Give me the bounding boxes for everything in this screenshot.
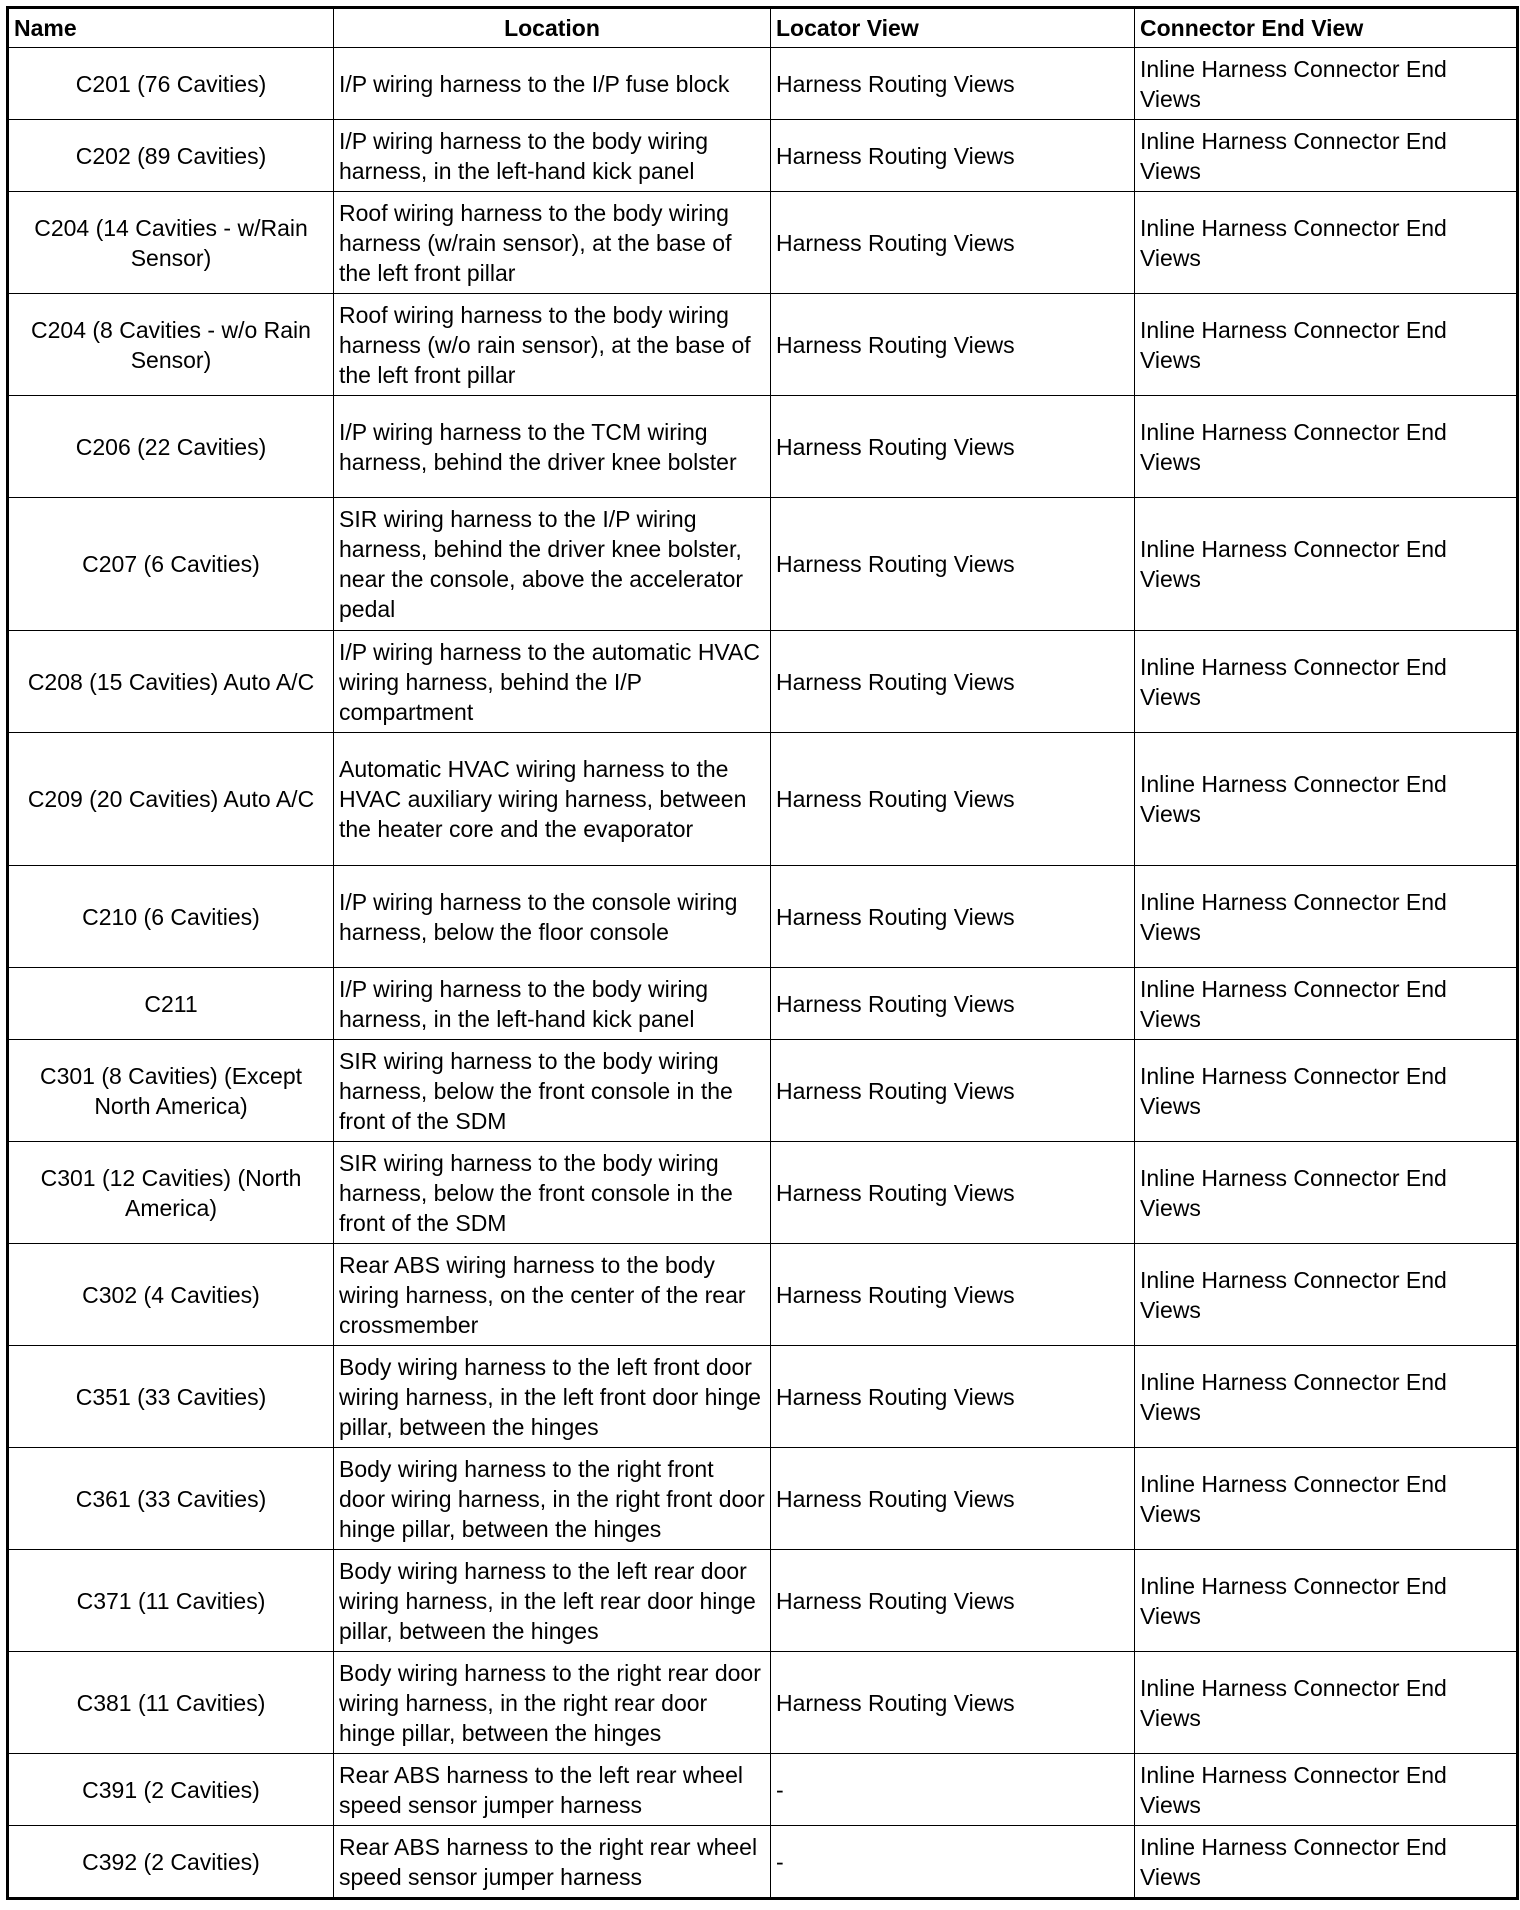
- connector-location: SIR wiring harness to the body wiring harness, below the front console in the front of the SDM: [334, 1142, 771, 1244]
- connector-name: C204 (8 Cavities - w/o Rain Sensor): [8, 294, 334, 396]
- connector-location: I/P wiring harness to the console wiring harness, below the floor console: [334, 866, 771, 968]
- connector-location: I/P wiring harness to the I/P fuse block: [334, 48, 771, 120]
- connector-end-view-link[interactable]: Inline Harness Connector End Views: [1135, 1346, 1518, 1448]
- connector-name: C301 (12 Cavities) (North America): [8, 1142, 334, 1244]
- header-location: Location: [334, 8, 771, 48]
- connector-location: Automatic HVAC wiring harness to the HVAC auxiliary wiring harness, between the heater core and the evaporator: [334, 733, 771, 866]
- connector-name: C207 (6 Cavities): [8, 498, 334, 631]
- connector-location: I/P wiring harness to the body wiring harness, in the left-hand kick panel: [334, 968, 771, 1040]
- header-row: [8, 8, 1518, 48]
- connector-name: C211: [8, 968, 334, 1040]
- header-connector-end-view: Connector End View: [1135, 8, 1518, 48]
- locator-view-link[interactable]: Harness Routing Views: [771, 1550, 1135, 1652]
- connector-table: [6, 6, 1519, 1900]
- connector-location: Roof wiring harness to the body wiring harness (w/o rain sensor), at the base of the left front pillar: [334, 294, 771, 396]
- header-name: Name: [8, 8, 334, 48]
- table-row: [8, 1652, 1518, 1754]
- connector-name: C302 (4 Cavities): [8, 1244, 334, 1346]
- connector-end-view-link[interactable]: Inline Harness Connector End Views: [1135, 1448, 1518, 1550]
- locator-view-link[interactable]: Harness Routing Views: [771, 1040, 1135, 1142]
- connector-end-view-link[interactable]: Inline Harness Connector End Views: [1135, 192, 1518, 294]
- locator-view-link[interactable]: Harness Routing Views: [771, 396, 1135, 498]
- connector-location: Body wiring harness to the right rear door wiring harness, in the right rear door hinge pillar, between the hinges: [334, 1652, 771, 1754]
- table-row: [8, 498, 1518, 631]
- table-row: [8, 968, 1518, 1040]
- connector-name: C301 (8 Cavities) (Except North America): [8, 1040, 334, 1142]
- connector-name: C210 (6 Cavities): [8, 866, 334, 968]
- connector-end-view-link[interactable]: Inline Harness Connector End Views: [1135, 866, 1518, 968]
- table-row: [8, 192, 1518, 294]
- table-row: [8, 1346, 1518, 1448]
- table-row: [8, 866, 1518, 968]
- connector-name: C392 (2 Cavities): [8, 1826, 334, 1899]
- table-row: [8, 396, 1518, 498]
- connector-end-view-link[interactable]: Inline Harness Connector End Views: [1135, 1244, 1518, 1346]
- locator-view-link[interactable]: Harness Routing Views: [771, 1244, 1135, 1346]
- connector-location: Body wiring harness to the right front door wiring harness, in the right front door hinge pillar, between the hinges: [334, 1448, 771, 1550]
- locator-view-link[interactable]: Harness Routing Views: [771, 1142, 1135, 1244]
- locator-view-link[interactable]: Harness Routing Views: [771, 294, 1135, 396]
- connector-name: C351 (33 Cavities): [8, 1346, 334, 1448]
- table-row: [8, 631, 1518, 733]
- connector-end-view-link[interactable]: Inline Harness Connector End Views: [1135, 1826, 1518, 1899]
- connector-end-view-link[interactable]: Inline Harness Connector End Views: [1135, 1550, 1518, 1652]
- locator-view-link[interactable]: Harness Routing Views: [771, 48, 1135, 120]
- locator-view-link[interactable]: Harness Routing Views: [771, 733, 1135, 866]
- connector-location: I/P wiring harness to the body wiring harness, in the left-hand kick panel: [334, 120, 771, 192]
- locator-view-link: -: [771, 1826, 1135, 1899]
- connector-location: I/P wiring harness to the TCM wiring harness, behind the driver knee bolster: [334, 396, 771, 498]
- connector-end-view-link[interactable]: Inline Harness Connector End Views: [1135, 294, 1518, 396]
- table-row: [8, 48, 1518, 120]
- connector-end-view-link[interactable]: Inline Harness Connector End Views: [1135, 1040, 1518, 1142]
- connector-name: C361 (33 Cavities): [8, 1448, 334, 1550]
- table-row: [8, 1448, 1518, 1550]
- table-row: [8, 1550, 1518, 1652]
- locator-view-link[interactable]: Harness Routing Views: [771, 192, 1135, 294]
- connector-location: I/P wiring harness to the automatic HVAC wiring harness, behind the I/P compartment: [334, 631, 771, 733]
- connector-location: SIR wiring harness to the I/P wiring harness, behind the driver knee bolster, near the console, above the accelerator pedal: [334, 498, 771, 631]
- connector-location: Rear ABS harness to the left rear wheel speed sensor jumper harness: [334, 1754, 771, 1826]
- connector-location: Roof wiring harness to the body wiring harness (w/rain sensor), at the base of the left front pillar: [334, 192, 771, 294]
- header-locator-view: Locator View: [771, 8, 1135, 48]
- connector-end-view-link[interactable]: Inline Harness Connector End Views: [1135, 1754, 1518, 1826]
- connector-location: Rear ABS wiring harness to the body wiring harness, on the center of the rear crossmember: [334, 1244, 771, 1346]
- connector-location: Body wiring harness to the left front door wiring harness, in the left front door hinge pillar, between the hinges: [334, 1346, 771, 1448]
- connector-location: Body wiring harness to the left rear door wiring harness, in the left rear door hinge pillar, between the hinges: [334, 1550, 771, 1652]
- locator-view-link: -: [771, 1754, 1135, 1826]
- connector-end-view-link[interactable]: Inline Harness Connector End Views: [1135, 631, 1518, 733]
- connector-location: Rear ABS harness to the right rear wheel speed sensor jumper harness: [334, 1826, 771, 1899]
- connector-name: C201 (76 Cavities): [8, 48, 334, 120]
- connector-name: C381 (11 Cavities): [8, 1652, 334, 1754]
- locator-view-link[interactable]: Harness Routing Views: [771, 120, 1135, 192]
- connector-end-view-link[interactable]: Inline Harness Connector End Views: [1135, 120, 1518, 192]
- connector-end-view-link[interactable]: Inline Harness Connector End Views: [1135, 968, 1518, 1040]
- connector-location: SIR wiring harness to the body wiring harness, below the front console in the front of the SDM: [334, 1040, 771, 1142]
- locator-view-link[interactable]: Harness Routing Views: [771, 1346, 1135, 1448]
- connector-end-view-link[interactable]: Inline Harness Connector End Views: [1135, 733, 1518, 866]
- connector-name: C209 (20 Cavities) Auto A/C: [8, 733, 334, 866]
- table-row: [8, 1826, 1518, 1899]
- table-row: [8, 294, 1518, 396]
- connector-name: C204 (14 Cavities - w/Rain Sensor): [8, 192, 334, 294]
- connector-end-view-link[interactable]: Inline Harness Connector End Views: [1135, 498, 1518, 631]
- locator-view-link[interactable]: Harness Routing Views: [771, 968, 1135, 1040]
- connector-name: C202 (89 Cavities): [8, 120, 334, 192]
- table-row: [8, 1244, 1518, 1346]
- connector-name: C208 (15 Cavities) Auto A/C: [8, 631, 334, 733]
- table-row: [8, 733, 1518, 866]
- connector-name: C206 (22 Cavities): [8, 396, 334, 498]
- locator-view-link[interactable]: Harness Routing Views: [771, 498, 1135, 631]
- locator-view-link[interactable]: Harness Routing Views: [771, 631, 1135, 733]
- connector-name: C391 (2 Cavities): [8, 1754, 334, 1826]
- connector-end-view-link[interactable]: Inline Harness Connector End Views: [1135, 396, 1518, 498]
- table-row: [8, 1754, 1518, 1826]
- table-row: [8, 1142, 1518, 1244]
- table-row: [8, 120, 1518, 192]
- locator-view-link[interactable]: Harness Routing Views: [771, 1448, 1135, 1550]
- connector-end-view-link[interactable]: Inline Harness Connector End Views: [1135, 1142, 1518, 1244]
- connector-end-view-link[interactable]: Inline Harness Connector End Views: [1135, 48, 1518, 120]
- locator-view-link[interactable]: Harness Routing Views: [771, 1652, 1135, 1754]
- table-row: [8, 1040, 1518, 1142]
- connector-end-view-link[interactable]: Inline Harness Connector End Views: [1135, 1652, 1518, 1754]
- connector-name: C371 (11 Cavities): [8, 1550, 334, 1652]
- locator-view-link[interactable]: Harness Routing Views: [771, 866, 1135, 968]
